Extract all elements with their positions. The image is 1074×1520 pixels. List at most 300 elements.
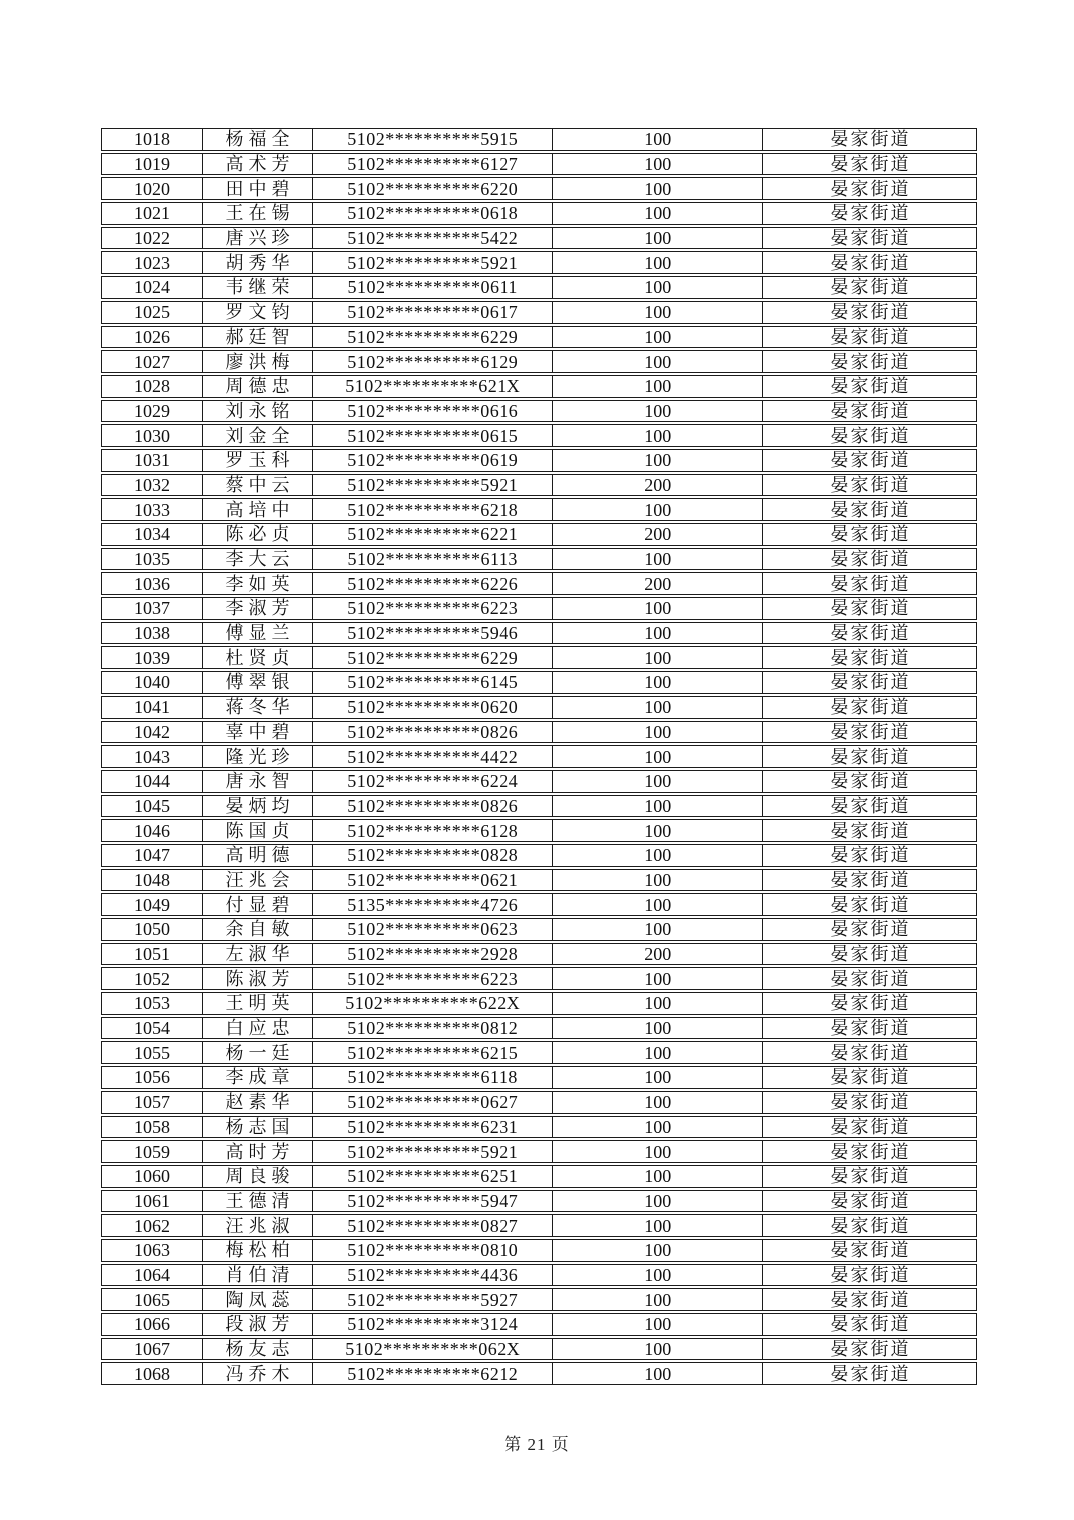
name-cell: 刘永铭 — [203, 401, 313, 422]
name-cell: 余自敏 — [203, 919, 313, 940]
table-row — [101, 696, 977, 719]
table-row — [101, 375, 977, 398]
district-cell: 晏家街道 — [830, 672, 911, 693]
table-row — [101, 745, 977, 768]
page-number-footer: 第 21 页 — [504, 1435, 570, 1454]
amount-cell: 100 — [553, 746, 763, 767]
name-cell: 田中碧 — [203, 178, 313, 199]
table-row — [101, 1313, 977, 1336]
amount-cell: 100 — [553, 845, 763, 866]
name-cell: 胡秀华 — [203, 252, 313, 273]
serial-cell: 1036 — [102, 573, 203, 594]
name-cell: 陈淑芳 — [203, 968, 313, 989]
id-number-cell: 5102**********0826 — [313, 796, 553, 817]
amount-cell: 100 — [553, 277, 763, 298]
serial-cell: 1058 — [102, 1117, 203, 1138]
amount-cell: 100 — [553, 919, 763, 940]
name-cell: 高术芳 — [203, 154, 313, 175]
serial-cell: 1054 — [102, 1018, 203, 1039]
name-cell: 唐兴珍 — [203, 228, 313, 249]
district-cell: 晏家街道 — [830, 1190, 911, 1211]
amount-cell: 100 — [553, 968, 763, 989]
district-cell: 晏家街道 — [830, 203, 911, 224]
table-row — [101, 350, 977, 373]
id-number-cell: 5102**********6223 — [313, 968, 553, 989]
amount-cell: 100 — [553, 993, 763, 1014]
name-cell: 周良骏 — [203, 1166, 313, 1187]
id-number-cell: 5102**********6218 — [313, 499, 553, 520]
name-cell: 高明德 — [203, 845, 313, 866]
serial-cell: 1045 — [102, 796, 203, 817]
table-row — [101, 523, 977, 546]
name-cell: 高时芳 — [203, 1141, 313, 1162]
id-number-cell: 5102**********4436 — [313, 1265, 553, 1286]
serial-cell: 1040 — [102, 672, 203, 693]
amount-cell: 100 — [553, 1363, 763, 1384]
amount-cell: 100 — [553, 228, 763, 249]
district-cell: 晏家街道 — [830, 919, 911, 940]
serial-cell: 1067 — [102, 1339, 203, 1360]
amount-cell: 100 — [553, 771, 763, 792]
amount-cell: 100 — [553, 623, 763, 644]
serial-cell: 1044 — [102, 771, 203, 792]
district-cell: 晏家街道 — [830, 721, 911, 742]
district-cell: 晏家街道 — [830, 1314, 911, 1335]
table-row — [101, 128, 977, 151]
name-cell: 陶凤蕊 — [203, 1289, 313, 1310]
table-row — [101, 400, 977, 423]
id-number-cell: 5102**********3124 — [313, 1314, 553, 1335]
name-cell: 王明英 — [203, 993, 313, 1014]
id-number-cell: 5102**********0619 — [313, 450, 553, 471]
name-cell: 蔡中云 — [203, 475, 313, 496]
id-number-cell: 5102**********5921 — [313, 1141, 553, 1162]
district-cell: 晏家街道 — [830, 1092, 911, 1113]
table-row — [101, 1214, 977, 1237]
serial-cell: 1066 — [102, 1314, 203, 1335]
name-cell: 罗玉科 — [203, 450, 313, 471]
name-cell: 罗文钧 — [203, 302, 313, 323]
district-cell: 晏家街道 — [830, 1264, 911, 1285]
serial-cell: 1032 — [102, 475, 203, 496]
serial-cell: 1062 — [102, 1215, 203, 1236]
name-cell: 陈国贞 — [203, 820, 313, 841]
table-row — [101, 1338, 977, 1361]
table-row — [101, 992, 977, 1015]
id-number-cell: 5102**********0623 — [313, 919, 553, 940]
district-cell: 晏家街道 — [830, 277, 911, 298]
id-number-cell: 5102**********5915 — [313, 129, 553, 150]
table-row — [101, 548, 977, 571]
table-row — [101, 1362, 977, 1385]
id-number-cell: 5102**********6226 — [313, 573, 553, 594]
amount-cell: 100 — [553, 1314, 763, 1335]
amount-cell: 100 — [553, 1141, 763, 1162]
id-number-cell: 5102**********0611 — [313, 277, 553, 298]
amount-cell: 100 — [553, 820, 763, 841]
table-row — [101, 1066, 977, 1089]
amount-cell: 100 — [553, 647, 763, 668]
table-row — [101, 795, 977, 818]
amount-cell: 100 — [553, 672, 763, 693]
amount-cell: 100 — [553, 1240, 763, 1261]
amount-cell: 100 — [553, 1215, 763, 1236]
id-number-cell: 5102**********6128 — [313, 820, 553, 841]
table-row — [101, 153, 977, 176]
serial-cell: 1034 — [102, 524, 203, 545]
table-row — [101, 893, 977, 916]
serial-cell: 1053 — [102, 993, 203, 1014]
serial-cell: 1049 — [102, 894, 203, 915]
district-cell: 晏家街道 — [830, 894, 911, 915]
name-cell: 冯乔木 — [203, 1363, 313, 1384]
name-cell: 李大云 — [203, 549, 313, 570]
amount-cell: 100 — [553, 1117, 763, 1138]
id-number-cell: 5135**********4726 — [313, 894, 553, 915]
table-row — [101, 177, 977, 200]
amount-cell: 100 — [553, 252, 763, 273]
amount-cell: 100 — [553, 1092, 763, 1113]
district-cell: 晏家街道 — [830, 697, 911, 718]
district-cell: 晏家街道 — [830, 228, 911, 249]
district-cell: 晏家街道 — [830, 993, 911, 1014]
id-number-cell: 5102**********6118 — [313, 1067, 553, 1088]
serial-cell: 1052 — [102, 968, 203, 989]
serial-cell: 1026 — [102, 327, 203, 348]
amount-cell: 100 — [553, 870, 763, 891]
id-number-cell: 5102**********5921 — [313, 252, 553, 273]
district-cell: 晏家街道 — [830, 129, 911, 150]
district-cell: 晏家街道 — [830, 1141, 911, 1162]
table-row — [101, 671, 977, 694]
name-cell: 杨志国 — [203, 1117, 313, 1138]
amount-cell: 100 — [553, 1289, 763, 1310]
amount-cell: 200 — [553, 573, 763, 594]
district-cell: 晏家街道 — [830, 178, 911, 199]
amount-cell: 100 — [553, 302, 763, 323]
id-number-cell: 5102**********0616 — [313, 401, 553, 422]
name-cell: 白应忠 — [203, 1018, 313, 1039]
serial-cell: 1060 — [102, 1166, 203, 1187]
id-number-cell: 5102**********5946 — [313, 623, 553, 644]
table-row — [101, 770, 977, 793]
amount-cell: 100 — [553, 549, 763, 570]
name-cell: 廖洪梅 — [203, 351, 313, 372]
table-row — [101, 967, 977, 990]
district-cell: 晏家街道 — [830, 1240, 911, 1261]
table-row — [101, 572, 977, 595]
table-row — [101, 819, 977, 842]
table-row — [101, 474, 977, 497]
id-number-cell: 5102**********621X — [313, 376, 553, 397]
amount-cell: 100 — [553, 154, 763, 175]
district-cell: 晏家街道 — [830, 326, 911, 347]
amount-cell: 100 — [553, 203, 763, 224]
name-cell: 刘金全 — [203, 425, 313, 446]
beneficiary-table — [101, 128, 977, 1387]
id-number-cell: 5102**********5927 — [313, 1289, 553, 1310]
name-cell: 段淑芳 — [203, 1314, 313, 1335]
serial-cell: 1048 — [102, 870, 203, 891]
id-number-cell: 5102**********0617 — [313, 302, 553, 323]
table-row — [101, 1165, 977, 1188]
name-cell: 李淑芳 — [203, 598, 313, 619]
serial-cell: 1059 — [102, 1141, 203, 1162]
name-cell: 李如英 — [203, 573, 313, 594]
amount-cell: 100 — [553, 1018, 763, 1039]
id-number-cell: 5102**********6221 — [313, 524, 553, 545]
name-cell: 杨友志 — [203, 1339, 313, 1360]
amount-cell: 100 — [553, 722, 763, 743]
name-cell: 汪兆淑 — [203, 1215, 313, 1236]
name-cell: 梅松柏 — [203, 1240, 313, 1261]
name-cell: 杜贤贞 — [203, 647, 313, 668]
amount-cell: 200 — [553, 524, 763, 545]
serial-cell: 1046 — [102, 820, 203, 841]
table-row — [101, 227, 977, 250]
serial-cell: 1029 — [102, 401, 203, 422]
id-number-cell: 5102**********0621 — [313, 870, 553, 891]
name-cell: 肖伯清 — [203, 1265, 313, 1286]
table-row — [101, 498, 977, 521]
serial-cell: 1063 — [102, 1240, 203, 1261]
serial-cell: 1025 — [102, 302, 203, 323]
id-number-cell: 5102**********5422 — [313, 228, 553, 249]
serial-cell: 1064 — [102, 1265, 203, 1286]
table-row — [101, 1041, 977, 1064]
id-number-cell: 5102**********6229 — [313, 327, 553, 348]
id-number-cell: 5102**********0826 — [313, 722, 553, 743]
amount-cell: 100 — [553, 894, 763, 915]
table-row — [101, 1091, 977, 1114]
serial-cell: 1035 — [102, 549, 203, 570]
id-number-cell: 5102**********6231 — [313, 1117, 553, 1138]
table-row — [101, 918, 977, 941]
district-cell: 晏家街道 — [830, 154, 911, 175]
serial-cell: 1033 — [102, 499, 203, 520]
id-number-cell: 5102**********0615 — [313, 425, 553, 446]
name-cell: 赵素华 — [203, 1092, 313, 1113]
serial-cell: 1031 — [102, 450, 203, 471]
serial-cell: 1030 — [102, 425, 203, 446]
name-cell: 傅显兰 — [203, 623, 313, 644]
serial-cell: 1050 — [102, 919, 203, 940]
district-cell: 晏家街道 — [830, 647, 911, 668]
amount-cell: 100 — [553, 351, 763, 372]
name-cell: 杨福全 — [203, 129, 313, 150]
id-number-cell: 5102**********0812 — [313, 1018, 553, 1039]
table-row — [101, 276, 977, 299]
district-cell: 晏家街道 — [830, 1018, 911, 1039]
table-row — [101, 844, 977, 867]
serial-cell: 1057 — [102, 1092, 203, 1113]
amount-cell: 100 — [553, 697, 763, 718]
serial-cell: 1023 — [102, 252, 203, 273]
name-cell: 高培中 — [203, 499, 313, 520]
serial-cell: 1022 — [102, 228, 203, 249]
amount-cell: 100 — [553, 425, 763, 446]
serial-cell: 1051 — [102, 944, 203, 965]
name-cell: 周德忠 — [203, 376, 313, 397]
name-cell: 唐永智 — [203, 771, 313, 792]
district-cell: 晏家街道 — [830, 549, 911, 570]
amount-cell: 100 — [553, 796, 763, 817]
district-cell: 晏家街道 — [830, 968, 911, 989]
district-cell: 晏家街道 — [830, 573, 911, 594]
name-cell: 蒋冬华 — [203, 697, 313, 718]
district-cell: 晏家街道 — [830, 499, 911, 520]
district-cell: 晏家街道 — [830, 524, 911, 545]
id-number-cell: 5102**********6224 — [313, 771, 553, 792]
name-cell: 杨一廷 — [203, 1042, 313, 1063]
table-row — [101, 1190, 977, 1213]
district-cell: 晏家街道 — [830, 1339, 911, 1360]
amount-cell: 100 — [553, 327, 763, 348]
district-cell: 晏家街道 — [830, 376, 911, 397]
serial-cell: 1037 — [102, 598, 203, 619]
id-number-cell: 5102**********6223 — [313, 598, 553, 619]
name-cell: 李成章 — [203, 1067, 313, 1088]
name-cell: 付显碧 — [203, 894, 313, 915]
table-row — [101, 869, 977, 892]
serial-cell: 1019 — [102, 154, 203, 175]
amount-cell: 100 — [553, 1191, 763, 1212]
table-row — [101, 424, 977, 447]
name-cell: 傅翠银 — [203, 672, 313, 693]
table-row — [101, 1239, 977, 1262]
id-number-cell: 5102**********6251 — [313, 1166, 553, 1187]
amount-cell: 100 — [553, 129, 763, 150]
id-number-cell: 5102**********6212 — [313, 1363, 553, 1384]
name-cell: 王在锡 — [203, 203, 313, 224]
amount-cell: 100 — [553, 401, 763, 422]
serial-cell: 1065 — [102, 1289, 203, 1310]
name-cell: 辜中碧 — [203, 722, 313, 743]
amount-cell: 100 — [553, 1042, 763, 1063]
name-cell: 汪兆会 — [203, 870, 313, 891]
amount-cell: 100 — [553, 499, 763, 520]
amount-cell: 100 — [553, 1265, 763, 1286]
id-number-cell: 5102**********6220 — [313, 178, 553, 199]
id-number-cell: 5102**********6129 — [313, 351, 553, 372]
serial-cell: 1043 — [102, 746, 203, 767]
district-cell: 晏家街道 — [830, 746, 911, 767]
table-row — [101, 326, 977, 349]
table-row — [101, 1288, 977, 1311]
district-cell: 晏家街道 — [830, 351, 911, 372]
district-cell: 晏家街道 — [830, 598, 911, 619]
name-cell: 晏炳均 — [203, 796, 313, 817]
serial-cell: 1018 — [102, 129, 203, 150]
district-cell: 晏家街道 — [830, 623, 911, 644]
district-cell: 晏家街道 — [830, 1116, 911, 1137]
district-cell: 晏家街道 — [830, 845, 911, 866]
amount-cell: 100 — [553, 598, 763, 619]
id-number-cell: 5102**********622X — [313, 993, 553, 1014]
district-cell: 晏家街道 — [830, 820, 911, 841]
id-number-cell: 5102**********6113 — [313, 549, 553, 570]
serial-cell: 1038 — [102, 623, 203, 644]
amount-cell: 100 — [553, 178, 763, 199]
id-number-cell: 5102**********6229 — [313, 647, 553, 668]
district-cell: 晏家街道 — [830, 944, 911, 965]
name-cell: 郝廷智 — [203, 327, 313, 348]
table-row — [101, 721, 977, 744]
name-cell: 王德清 — [203, 1191, 313, 1212]
district-cell: 晏家街道 — [830, 771, 911, 792]
serial-cell: 1042 — [102, 722, 203, 743]
table-row — [101, 1264, 977, 1287]
table-row — [101, 1116, 977, 1139]
district-cell: 晏家街道 — [830, 1042, 911, 1063]
district-cell: 晏家街道 — [830, 869, 911, 890]
id-number-cell: 5102**********062X — [313, 1339, 553, 1360]
id-number-cell: 5102**********6145 — [313, 672, 553, 693]
serial-cell: 1056 — [102, 1067, 203, 1088]
district-cell: 晏家街道 — [830, 302, 911, 323]
table-row — [101, 597, 977, 620]
id-number-cell: 5102**********6127 — [313, 154, 553, 175]
table-row — [101, 202, 977, 225]
district-cell: 晏家街道 — [830, 450, 911, 471]
id-number-cell: 5102**********4422 — [313, 746, 553, 767]
amount-cell: 100 — [553, 1067, 763, 1088]
district-cell: 晏家街道 — [830, 1363, 911, 1384]
table-row — [101, 943, 977, 966]
table-row — [101, 1017, 977, 1040]
id-number-cell: 5102**********5947 — [313, 1191, 553, 1212]
serial-cell: 1041 — [102, 697, 203, 718]
district-cell: 晏家街道 — [830, 1067, 911, 1088]
serial-cell: 1047 — [102, 845, 203, 866]
name-cell: 陈必贞 — [203, 524, 313, 545]
amount-cell: 200 — [553, 944, 763, 965]
serial-cell: 1027 — [102, 351, 203, 372]
id-number-cell: 5102**********6215 — [313, 1042, 553, 1063]
district-cell: 晏家街道 — [830, 1166, 911, 1187]
amount-cell: 100 — [553, 376, 763, 397]
district-cell: 晏家街道 — [830, 795, 911, 816]
serial-cell: 1020 — [102, 178, 203, 199]
id-number-cell: 5102**********0827 — [313, 1215, 553, 1236]
amount-cell: 100 — [553, 1339, 763, 1360]
id-number-cell: 5102**********0620 — [313, 697, 553, 718]
district-cell: 晏家街道 — [830, 474, 911, 495]
amount-cell: 200 — [553, 475, 763, 496]
id-number-cell: 5102**********0828 — [313, 845, 553, 866]
serial-cell: 1068 — [102, 1363, 203, 1384]
table-row — [101, 646, 977, 669]
serial-cell: 1028 — [102, 376, 203, 397]
serial-cell: 1021 — [102, 203, 203, 224]
id-number-cell: 5102**********0810 — [313, 1240, 553, 1261]
name-cell: 左淑华 — [203, 944, 313, 965]
id-number-cell: 5102**********0618 — [313, 203, 553, 224]
serial-cell: 1039 — [102, 647, 203, 668]
district-cell: 晏家街道 — [830, 252, 911, 273]
table-row — [101, 622, 977, 645]
table-row — [101, 449, 977, 472]
serial-cell: 1055 — [102, 1042, 203, 1063]
amount-cell: 100 — [553, 1166, 763, 1187]
table-row — [101, 1140, 977, 1163]
serial-cell: 1024 — [102, 277, 203, 298]
district-cell: 晏家街道 — [830, 400, 911, 421]
id-number-cell: 5102**********0627 — [313, 1092, 553, 1113]
serial-cell: 1061 — [102, 1191, 203, 1212]
id-number-cell: 5102**********5921 — [313, 475, 553, 496]
amount-cell: 100 — [553, 450, 763, 471]
